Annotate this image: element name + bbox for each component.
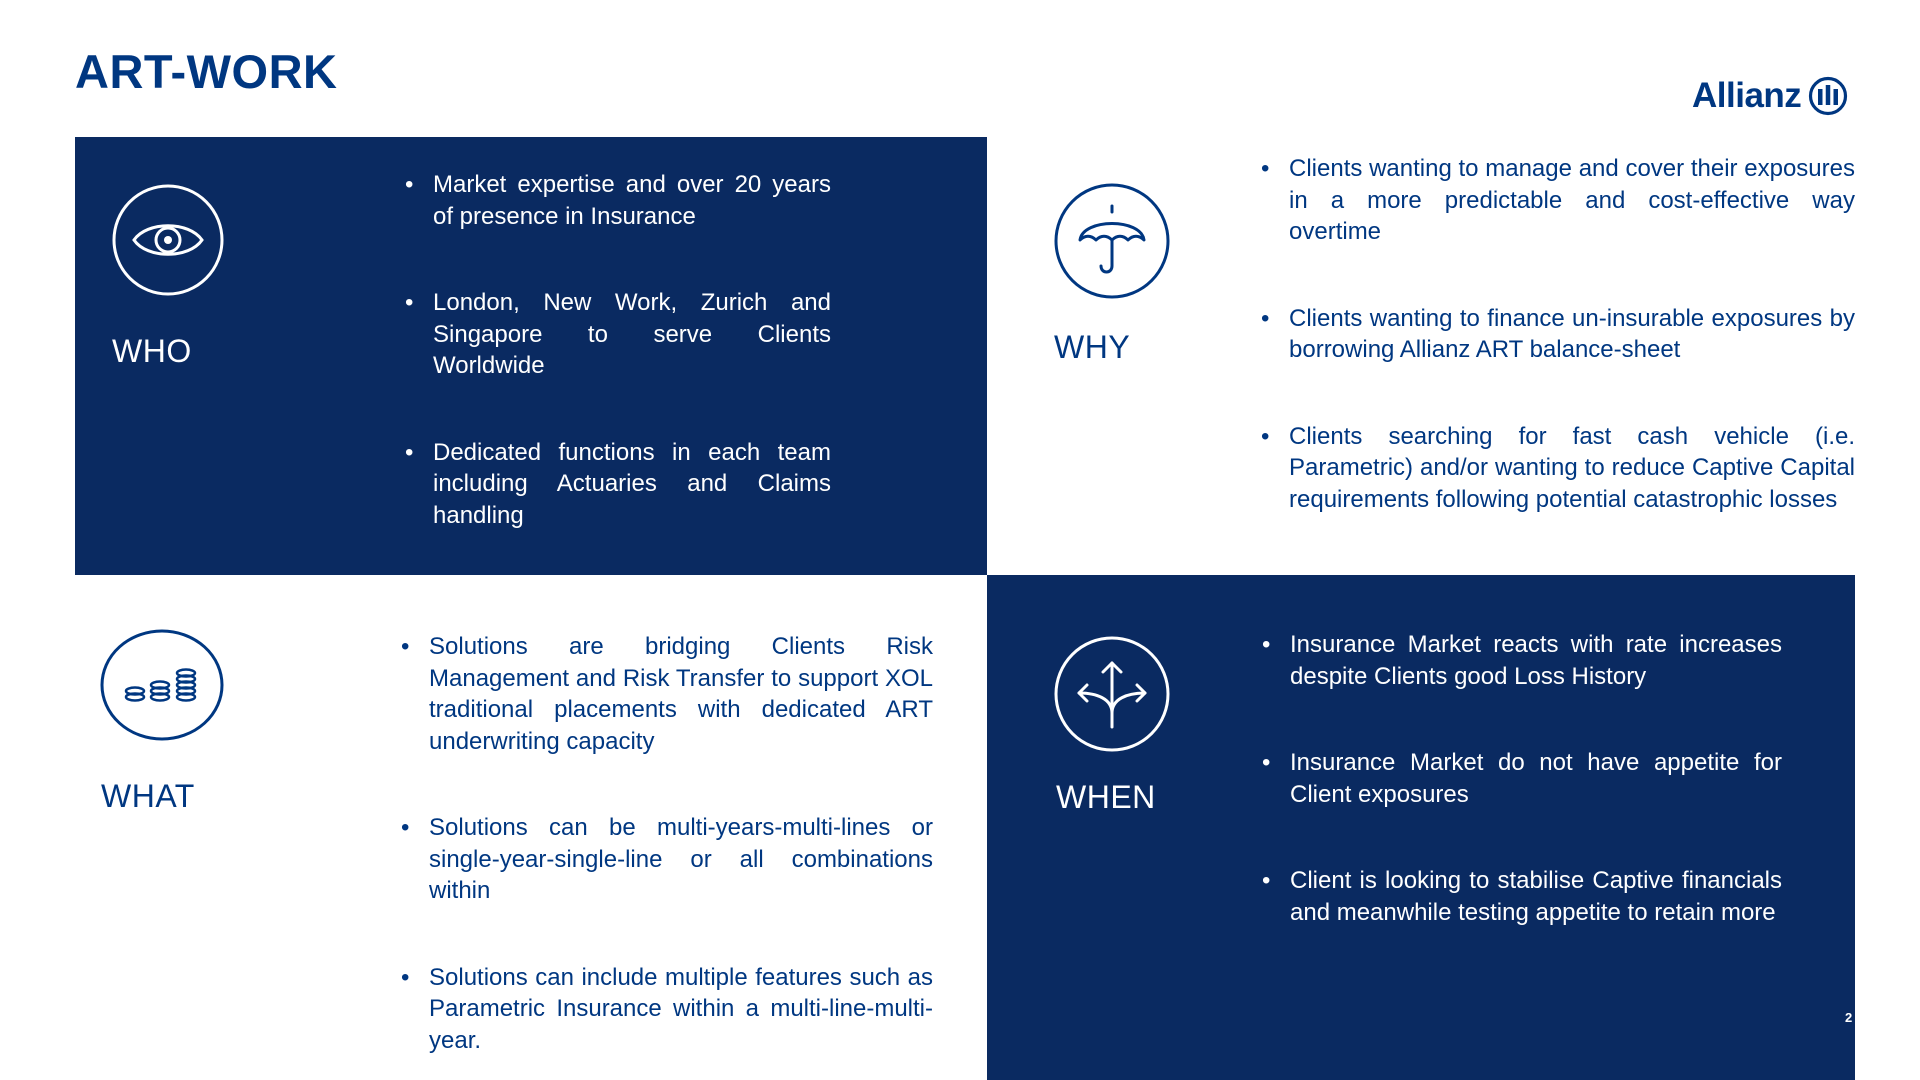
page-title: ART-WORK: [75, 45, 338, 98]
list-item: • Clients wanting to manage and cover their exposures in a more predictable and cost-effective way overtime: [1261, 153, 1855, 248]
what-panel: [75, 575, 987, 1080]
when-label: WHEN: [1056, 779, 1156, 815]
list-item: • Clients searching for fast cash vehicle (i.e. Parametric) and/or wanting to reduce Captive Capital requirements following potential catastrophic losses: [1261, 421, 1855, 516]
allianz-emblem-icon: [1808, 76, 1848, 116]
list-item: • Solutions are bridging Clients Risk Management and Risk Transfer to support XOL traditional placements with dedicated ART underwriting capacity: [401, 631, 933, 757]
what-bullet-list: [401, 631, 933, 1056]
list-item: • Dedicated functions in each team including Actuaries and Claims handling: [405, 437, 831, 532]
coins-icon: [100, 628, 224, 742]
logo-text: Allianz: [1692, 76, 1802, 115]
why-bullet-list: [1261, 153, 1855, 515]
list-item: • Market expertise and over 20 years of presence in Insurance: [405, 169, 831, 232]
when-bullet-list: [1262, 629, 1782, 928]
list-item: • Insurance Market reacts with rate increases despite Clients good Loss History: [1262, 629, 1782, 692]
list-item: • Client is looking to stabilise Captive financials and meanwhile testing appetite to retain more: [1262, 865, 1782, 928]
allianz-logo: [1692, 76, 1848, 116]
why-label: WHY: [1054, 329, 1131, 365]
list-item: • Clients wanting to finance un-insurable exposures by borrowing Allianz ART balance-sheet: [1261, 303, 1855, 366]
who-bullet-list: [405, 169, 831, 531]
split-arrows-icon: [1053, 635, 1171, 753]
when-panel: [987, 575, 1855, 1080]
umbrella-icon: [1053, 182, 1171, 300]
page-number: 2: [1845, 1010, 1853, 1025]
who-label: WHO: [112, 333, 192, 369]
list-item: • Solutions can include multiple features such as Parametric Insurance within a multi-line-multi-year.: [401, 962, 933, 1057]
who-panel: [75, 137, 987, 575]
what-label: WHAT: [101, 778, 195, 814]
eye-icon: [111, 183, 225, 297]
why-panel: [987, 137, 1855, 575]
list-item: • London, New Work, Zurich and Singapore to serve Clients Worldwide: [405, 287, 831, 382]
list-item: • Solutions can be multi-years-multi-lines or single-year-single-line or all combinations within: [401, 812, 933, 907]
list-item: • Insurance Market do not have appetite for Client exposures: [1262, 747, 1782, 810]
